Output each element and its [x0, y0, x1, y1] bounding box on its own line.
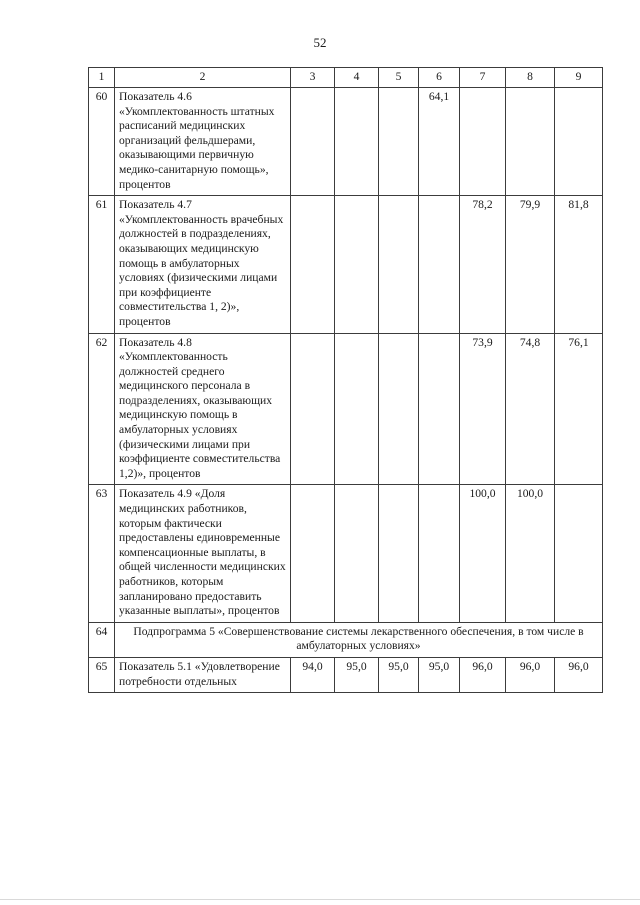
- page-edge-line: [0, 899, 640, 900]
- table-row: [89, 88, 603, 196]
- value-cell: [506, 88, 555, 196]
- value-cell: [291, 485, 335, 622]
- value-cell: 95,0: [419, 657, 460, 692]
- value-cell: [291, 196, 335, 333]
- value-cell: 96,0: [460, 657, 506, 692]
- header-cell: 1: [89, 68, 115, 88]
- value-cell: [419, 333, 460, 485]
- table-row: [89, 485, 603, 622]
- value-cell: 81,8: [555, 196, 603, 333]
- value-cell: 96,0: [555, 657, 603, 692]
- value-cell: 100,0: [506, 485, 555, 622]
- value-cell: 95,0: [335, 657, 379, 692]
- row-number: 63: [89, 485, 115, 622]
- value-cell: 73,9: [460, 333, 506, 485]
- value-cell: 74,8: [506, 333, 555, 485]
- header-cell: 8: [506, 68, 555, 88]
- header-cell: 2: [115, 68, 291, 88]
- table-row: [89, 657, 603, 692]
- value-cell: 96,0: [506, 657, 555, 692]
- value-cell: [419, 485, 460, 622]
- row-number: 62: [89, 333, 115, 485]
- value-cell: 100,0: [460, 485, 506, 622]
- value-cell: [379, 333, 419, 485]
- subprogram-title: Подпрограмма 5 «Совершенствование системы лекарственного обеспечения, в том числе в амбулаторных условиях»: [115, 622, 603, 657]
- indicators-table: [88, 67, 603, 693]
- value-cell: 76,1: [555, 333, 603, 485]
- value-cell: [291, 88, 335, 196]
- row-number: 61: [89, 196, 115, 333]
- value-cell: [460, 88, 506, 196]
- subprogram-row: [89, 622, 603, 657]
- value-cell: [335, 485, 379, 622]
- header-cell: 7: [460, 68, 506, 88]
- value-cell: 79,9: [506, 196, 555, 333]
- header-cell: 3: [291, 68, 335, 88]
- value-cell: [335, 196, 379, 333]
- value-cell: [379, 88, 419, 196]
- value-cell: [419, 196, 460, 333]
- table-row: [89, 196, 603, 333]
- header-cell: 5: [379, 68, 419, 88]
- header-cell: 9: [555, 68, 603, 88]
- indicator-name: Показатель 4.6 «Укомплектованность штатных расписаний медицинских организаций фельдшерами, оказывающими первичную медико-санитарную помощь», процентов: [115, 88, 291, 196]
- page-number: 52: [313, 35, 327, 50]
- row-number: 60: [89, 88, 115, 196]
- row-number: 64: [89, 622, 115, 657]
- row-number: 65: [89, 657, 115, 692]
- indicator-name: Показатель 4.9 «Доля медицинских работников, которым фактически предоставлены единовременные компенсационные выплаты, в общей численности медицинских работников, которым запланировано предоставить указанные выплаты», процентов: [115, 485, 291, 622]
- value-cell: [555, 485, 603, 622]
- header-cell: 6: [419, 68, 460, 88]
- value-cell: 95,0: [379, 657, 419, 692]
- value-cell: [379, 485, 419, 622]
- value-cell: [291, 333, 335, 485]
- header-cell: 4: [335, 68, 379, 88]
- value-cell: [379, 196, 419, 333]
- indicator-name: Показатель 4.8 «Укомплектованность должностей среднего медицинского персонала в подразделениях, оказывающих медицинскую помощь в амбулаторных условиях (физическими лицами при коэффициенте совместительства 1,2)», процентов: [115, 333, 291, 485]
- table-header-row: [89, 68, 603, 88]
- value-cell: [335, 88, 379, 196]
- value-cell: 78,2: [460, 196, 506, 333]
- indicator-name: Показатель 4.7 «Укомплектованность врачебных должностей в подразделениях, оказывающих медицинскую помощь в амбулаторных условиях (физическими лицами при коэффициенте совместительства 1, 2)», процентов: [115, 196, 291, 333]
- value-cell: 94,0: [291, 657, 335, 692]
- table-row: [89, 333, 603, 485]
- value-cell: 64,1: [419, 88, 460, 196]
- value-cell: [555, 88, 603, 196]
- value-cell: [335, 333, 379, 485]
- indicator-name: Показатель 5.1 «Удовлетворение потребности отдельных: [115, 657, 291, 692]
